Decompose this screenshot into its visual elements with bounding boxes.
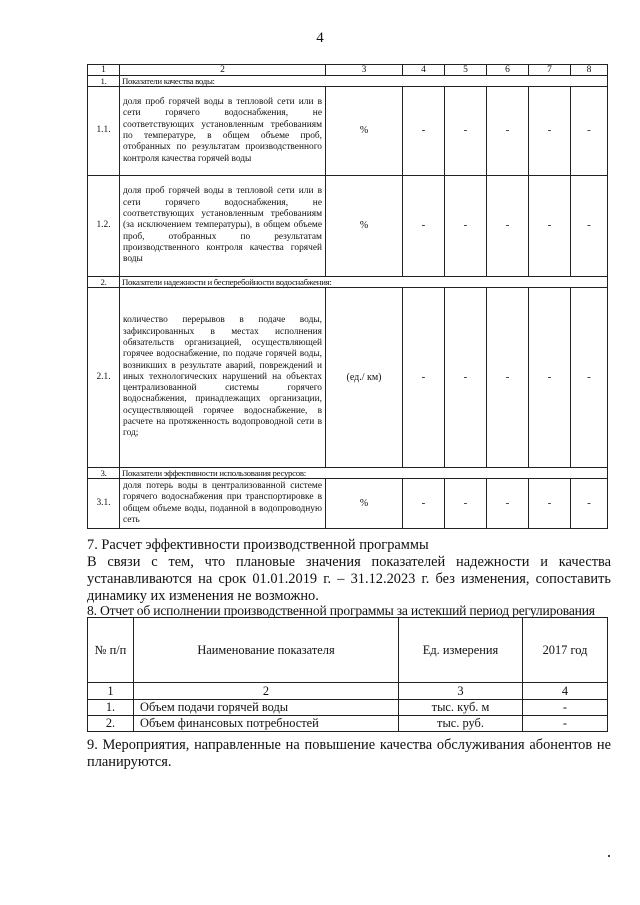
column-number: 2	[134, 683, 399, 700]
header-cell: 3	[326, 65, 403, 76]
value-cell: -	[403, 288, 445, 468]
section-number: 1.	[88, 76, 120, 87]
section-title: Показатели качества воды:	[120, 76, 608, 87]
header-cell: 2	[120, 65, 326, 76]
value-cell: -	[445, 479, 487, 529]
table-row	[88, 700, 608, 716]
indicator-name: Объем финансовых потребностей	[134, 716, 399, 732]
table-header-row	[88, 65, 608, 76]
value-cell: -	[403, 479, 445, 529]
header-cell: 6	[487, 65, 529, 76]
header-cell: 2017 год	[523, 618, 608, 683]
unit-cell: %	[326, 479, 403, 529]
section-title: Показатели надежности и бесперебойности водоснабжения:	[120, 277, 608, 288]
quality-indicators-table	[87, 64, 608, 529]
unit-cell: %	[326, 87, 403, 176]
program-report-table	[87, 617, 608, 732]
table-row	[88, 87, 608, 176]
page-number: 4	[316, 30, 324, 46]
section-title: Показатели эффективности использования ресурсов:	[120, 468, 608, 479]
row-number: 1.	[88, 700, 134, 716]
header-cell: Ед. измерения	[399, 618, 523, 683]
row-number: 3.1.	[88, 479, 120, 529]
row-number: 1.1.	[88, 87, 120, 176]
value-cell: -	[571, 87, 608, 176]
value-cell: -	[487, 479, 529, 529]
value-cell: -	[487, 176, 529, 277]
header-cell: № п/п	[88, 618, 134, 683]
unit-cell: (ед./ км)	[326, 288, 403, 468]
section-number: 3.	[88, 468, 120, 479]
column-number: 4	[523, 683, 608, 700]
section-row	[88, 277, 608, 288]
header-cell: 8	[571, 65, 608, 76]
section-9-text-line-2: планируются.	[87, 754, 172, 770]
section-7-title: 7. Расчет эффективности производственной программы	[87, 537, 429, 553]
header-cell: 5	[445, 65, 487, 76]
indicator-name: Объем подачи горячей воды	[134, 700, 399, 716]
section-7-text-line-2: устанавливаются на срок 01.01.2019 г. – 31.12.2023 г. без изменения, сопоставить	[87, 571, 611, 587]
unit-cell: тыс. руб.	[399, 716, 523, 732]
value-cell: -	[571, 479, 608, 529]
section-row	[88, 76, 608, 87]
header-cell: Наименование показателя	[134, 618, 399, 683]
value-cell: -	[571, 176, 608, 277]
section-number: 2.	[88, 277, 120, 288]
unit-cell: %	[326, 176, 403, 277]
indicator-description: количество перерывов в подаче воды, зафиксированных в местах исполнения обязательств организацией, осуществляющей горячее водоснабжение, по подаче горячей воды, возникших в результате аварий, повреждений и иных технологических нарушений на объектах централизованной системы горячего водоснабжения, принадлежащих организации, осуществляющей горячее водоснабжение, в расчете на протяженность водопроводной сети в год;	[120, 288, 326, 468]
value-cell: -	[487, 288, 529, 468]
unit-cell: тыс. куб. м	[399, 700, 523, 716]
section-7-text-line-3: динамику их изменения не возможно.	[87, 588, 319, 604]
value-cell: -	[529, 479, 571, 529]
value-cell: -	[445, 87, 487, 176]
column-number: 1	[88, 683, 134, 700]
value-cell: -	[529, 176, 571, 277]
table-row	[88, 716, 608, 732]
row-number: 2.1.	[88, 288, 120, 468]
indicator-description: доля потерь воды в централизованной системе горячего водоснабжения при транспортировке в общем объеме воды, поданной в водопроводную сеть	[120, 479, 326, 529]
header-cell: 1	[88, 65, 120, 76]
table-row	[88, 176, 608, 277]
scan-speck	[608, 855, 610, 857]
indicator-description: доля проб горячей воды в тепловой сети или в сети горячего водоснабжения, не соответствующих установленным требованиям по температуре, в общем объеме проб, отобранных по результатам производственного контроля качества горячей воды	[120, 87, 326, 176]
section-9-text-line-1: 9. Мероприятия, направленные на повышение качества обслуживания абонентов не	[87, 737, 611, 753]
table-row	[88, 288, 608, 468]
value-cell: -	[523, 716, 608, 732]
section-7-text-line-1: В связи с тем, что плановые значения показателей надежности и качества	[87, 554, 611, 570]
table-header-row	[88, 618, 608, 683]
table-row	[88, 479, 608, 529]
row-number: 1.2.	[88, 176, 120, 277]
value-cell: -	[445, 176, 487, 277]
header-cell: 4	[403, 65, 445, 76]
value-cell: -	[523, 700, 608, 716]
indicator-description: доля проб горячей воды в тепловой сети или в сети горячего водоснабжения, не соответствующих установленным требованиям (за исключением температуры), в общем объеме проб, отобранных по результатам производственного контроля качества горячей воды	[120, 176, 326, 277]
section-row	[88, 468, 608, 479]
column-number: 3	[399, 683, 523, 700]
row-number: 2.	[88, 716, 134, 732]
value-cell: -	[487, 87, 529, 176]
value-cell: -	[403, 87, 445, 176]
section-8-title: 8. Отчет об исполнении производственной программы за истекший период регулирования	[87, 603, 595, 618]
header-cell: 7	[529, 65, 571, 76]
value-cell: -	[529, 87, 571, 176]
column-number-row	[88, 683, 608, 700]
value-cell: -	[529, 288, 571, 468]
value-cell: -	[403, 176, 445, 277]
value-cell: -	[445, 288, 487, 468]
value-cell: -	[571, 288, 608, 468]
